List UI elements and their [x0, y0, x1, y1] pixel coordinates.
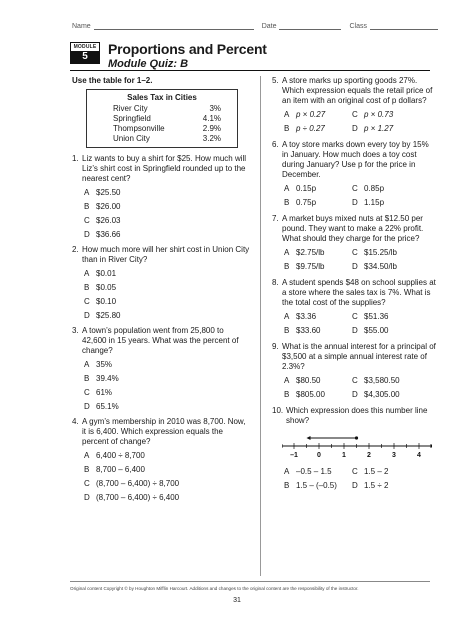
answer-option[interactable] [352, 481, 420, 491]
option-letter: C [84, 216, 90, 225]
answer-option[interactable] [284, 262, 352, 272]
option-text: $25.80 [96, 311, 121, 320]
answer-options [284, 246, 436, 274]
option-text: 1.5 – (–0.5) [296, 481, 337, 490]
table-row [95, 114, 229, 124]
option-text: (8,700 – 6,400) ÷ 6,400 [96, 493, 180, 502]
answer-option[interactable] [84, 463, 250, 477]
title-rule [70, 70, 430, 71]
option-text: $2.75/lb [296, 248, 325, 257]
name-label: Name [72, 23, 91, 30]
footer-rule [70, 581, 430, 582]
module-label: MODULE [73, 44, 97, 50]
tick-label: 3 [392, 452, 396, 459]
city-cell: Union City [113, 134, 150, 143]
option-letter: D [84, 230, 90, 239]
answer-option[interactable] [84, 372, 250, 386]
question-4 [72, 417, 250, 447]
module-number: 5 [71, 51, 99, 63]
tick-label: 1 [342, 452, 346, 459]
answer-options [284, 374, 436, 402]
name-blank[interactable] [94, 22, 254, 30]
option-letter: B [84, 283, 90, 292]
option-text: p ÷ 0.27 [296, 124, 325, 133]
sales-tax-table [86, 89, 238, 148]
question-text: How much more will her shirt cost in Union City than in River City? [82, 245, 250, 264]
question-8 [272, 278, 436, 308]
question-text: A student spends $48 on school supplies at a store where the sales tax is 7%. What is the total cost of the supplies? [282, 278, 436, 307]
answer-option[interactable] [352, 467, 420, 477]
option-text: 0.15p [296, 184, 317, 193]
right-column [272, 76, 436, 497]
option-letter: C [84, 297, 90, 306]
question-number: 4. [72, 417, 79, 426]
answer-option[interactable] [84, 491, 250, 505]
question-number: 8. [272, 278, 279, 287]
answer-option[interactable] [84, 358, 250, 372]
answer-option[interactable] [352, 124, 420, 134]
answer-option[interactable] [284, 198, 352, 208]
answer-option[interactable] [284, 467, 352, 477]
option-text: $34.50/lb [364, 262, 397, 271]
option-letter: C [352, 248, 358, 257]
table-row [95, 134, 229, 144]
option-text: $805.00 [296, 390, 325, 399]
option-letter: D [352, 481, 358, 490]
answer-option[interactable] [352, 326, 420, 336]
option-text: $51.36 [364, 312, 389, 321]
axis-right-arrowhead [431, 444, 433, 448]
answer-options [284, 182, 436, 210]
option-letter: A [284, 467, 290, 476]
option-letter: C [352, 110, 358, 119]
option-letter: B [84, 374, 90, 383]
answer-option[interactable] [352, 376, 420, 386]
answer-option[interactable] [84, 228, 250, 242]
answer-option[interactable] [84, 281, 250, 295]
tick-label: 4 [417, 452, 421, 459]
question-text: Which expression does this number line show? [286, 406, 428, 425]
option-text: p × 0.27 [296, 110, 326, 119]
question-1 [72, 154, 250, 184]
tick-label: 0 [317, 452, 321, 459]
question-number: 5. [272, 76, 279, 85]
question-10 [272, 406, 436, 426]
jump-arrowhead [307, 436, 311, 440]
option-text: $15.25/lb [364, 248, 397, 257]
option-letter: A [284, 312, 290, 321]
tick-label: –1 [290, 452, 298, 459]
question-text: What is the annual interest for a principal of $3,500 at a simple annual interest rate of 2.3%? [282, 342, 436, 371]
option-letter: C [84, 479, 90, 488]
option-text: $26.03 [96, 216, 121, 225]
date-label: Date [261, 23, 277, 30]
option-text: 39.4% [96, 374, 119, 383]
question-number: 7. [272, 214, 279, 223]
option-letter: C [352, 312, 358, 321]
option-text: 1.5 – 2 [364, 467, 389, 476]
column-divider [260, 76, 261, 576]
option-text: 61% [96, 388, 113, 397]
page-subtitle: Module Quiz: B [108, 58, 189, 70]
option-text: 8,700 – 6,400 [96, 465, 145, 474]
option-text: $26.00 [96, 202, 121, 211]
city-cell: Springfield [113, 114, 151, 123]
option-letter: D [352, 198, 358, 207]
question-text: A toy store marks down every toy by 15% in January. How much does a toy cost during January? Use p for the price in December. [282, 140, 429, 179]
question-3 [72, 326, 250, 356]
option-text: 35% [96, 360, 113, 369]
question-text: A town’s population went from 25,800 to 42,600 in 15 years. What was the percent of change? [82, 326, 239, 355]
date-blank[interactable] [279, 22, 341, 30]
option-letter: A [284, 248, 290, 257]
tick-label: 2 [367, 452, 371, 459]
left-column [72, 76, 250, 508]
option-text: p × 0.73 [364, 110, 394, 119]
option-letter: D [84, 311, 90, 320]
answer-options [84, 358, 250, 414]
option-letter: B [84, 465, 90, 474]
option-text: 0.75p [296, 198, 317, 207]
option-letter: C [84, 388, 90, 397]
city-cell: Thompsonville [113, 124, 165, 133]
question-number: 1. [72, 154, 79, 163]
option-letter: C [352, 467, 358, 476]
option-letter: A [84, 269, 90, 278]
option-letter: D [352, 124, 358, 133]
answer-option[interactable] [84, 200, 250, 214]
answer-option[interactable] [84, 214, 250, 228]
option-text: $25.50 [96, 188, 121, 197]
option-letter: A [284, 184, 290, 193]
option-letter: D [84, 402, 90, 411]
table-row [95, 124, 229, 134]
option-letter: B [284, 124, 290, 133]
question-text: Liz wants to buy a shirt for $25. How much will Liz’s shirt cost in Springfield rounded up to the nearest cent? [82, 154, 247, 183]
answer-option[interactable] [352, 248, 420, 258]
answer-option[interactable] [84, 449, 250, 463]
answer-option[interactable] [84, 477, 250, 491]
answer-option[interactable] [284, 481, 352, 491]
answer-option[interactable] [84, 295, 250, 309]
option-text: $9.75/lb [296, 262, 325, 271]
answer-option[interactable] [84, 267, 250, 281]
option-text: $36.66 [96, 230, 121, 239]
jump-start-dot [355, 436, 358, 439]
answer-option[interactable] [284, 312, 352, 322]
answer-option[interactable] [284, 326, 352, 336]
copyright-notice: Original content Copyright © by Houghton Mifflin Harcourt. Additions and changes to the original content are the responsibility of the instructor. [70, 586, 359, 591]
option-letter: C [352, 376, 358, 385]
option-text: –0.5 – 1.5 [296, 467, 332, 476]
question-7 [272, 214, 436, 244]
question-5 [272, 76, 436, 106]
rate-cell: 3.2% [202, 134, 221, 143]
question-text: A market buys mixed nuts at $12.50 per pound. They want to make a 22% profit. What should they charge for the price? [282, 214, 424, 243]
answer-option[interactable] [352, 184, 420, 194]
option-letter: B [84, 202, 90, 211]
option-text: $0.05 [96, 283, 117, 292]
rate-cell: 2.9% [202, 124, 221, 133]
rate-cell: 3% [209, 104, 221, 113]
rate-cell: 4.1% [202, 114, 221, 123]
class-label: Class [349, 23, 367, 30]
option-text: (8,700 – 6,400) ÷ 8,700 [96, 479, 180, 488]
answer-options [284, 465, 436, 493]
option-letter: A [284, 376, 290, 385]
question-number: 2. [72, 245, 79, 254]
question-number: 10. [272, 406, 284, 415]
number-line-figure [282, 432, 432, 460]
option-text: $3,580.50 [364, 376, 400, 385]
answer-options [284, 310, 436, 338]
answer-option[interactable] [84, 186, 250, 200]
question-number: 6. [272, 140, 279, 149]
answer-option[interactable] [284, 376, 352, 386]
option-letter: A [284, 110, 290, 119]
answer-option[interactable] [352, 262, 420, 272]
answer-options [84, 449, 250, 505]
answer-option[interactable] [84, 309, 250, 323]
answer-options [84, 186, 250, 242]
option-letter: B [284, 390, 290, 399]
question-text: A store marks up sporting goods 27%. Which expression equals the retail price of an item with an original cost of p dollars? [282, 76, 433, 105]
answer-option[interactable] [284, 184, 352, 194]
option-letter: A [84, 451, 90, 460]
answer-options [284, 108, 436, 136]
answer-options [84, 267, 250, 323]
answer-option[interactable] [84, 400, 250, 414]
option-letter: B [284, 262, 290, 271]
answer-option[interactable] [284, 124, 352, 134]
table-row [95, 104, 229, 114]
option-text: 65.1% [96, 402, 119, 411]
option-letter: D [352, 262, 358, 271]
class-blank[interactable] [370, 22, 438, 30]
question-6 [272, 140, 436, 180]
answer-option[interactable] [352, 198, 420, 208]
option-text: 0.85p [364, 184, 385, 193]
page-title: Proportions and Percent [108, 41, 267, 57]
question-number: 3. [72, 326, 79, 335]
answer-option[interactable] [84, 386, 250, 400]
option-text: 1.15p [364, 198, 385, 207]
option-letter: B [284, 481, 290, 490]
answer-option[interactable] [352, 312, 420, 322]
axis-left-arrowhead [282, 444, 283, 448]
option-text: 1.5 ÷ 2 [364, 481, 389, 490]
option-text: $3.36 [296, 312, 317, 321]
table-title: Sales Tax in Cities [127, 93, 197, 102]
option-letter: D [352, 326, 358, 335]
question-text: A gym’s membership in 2010 was 8,700. Now, it is 6,400. Which expression equals the percent of change? [82, 417, 246, 446]
question-2 [72, 245, 250, 265]
option-text: 6,400 ÷ 8,700 [96, 451, 145, 460]
student-info-line [72, 22, 438, 30]
option-letter: A [84, 188, 90, 197]
option-letter: C [352, 184, 358, 193]
question-number: 9. [272, 342, 279, 351]
option-text: $0.01 [96, 269, 117, 278]
option-text: $55.00 [364, 326, 389, 335]
module-badge [70, 42, 100, 64]
answer-option[interactable] [352, 390, 420, 400]
option-text: $33.60 [296, 326, 321, 335]
page-number: 31 [233, 597, 241, 604]
option-text: $0.10 [96, 297, 117, 306]
option-letter: D [352, 390, 358, 399]
city-cell: River City [113, 104, 148, 113]
option-text: $4,305.00 [364, 390, 400, 399]
option-text: p × 1.27 [364, 124, 394, 133]
option-letter: B [284, 198, 290, 207]
answer-option[interactable] [284, 248, 352, 258]
option-text: $80.50 [296, 376, 321, 385]
answer-option[interactable] [284, 390, 352, 400]
question-9 [272, 342, 436, 372]
answer-option[interactable] [284, 110, 352, 120]
answer-option[interactable] [352, 110, 420, 120]
table-instruction: Use the table for 1–2. [72, 76, 153, 85]
option-letter: B [284, 326, 290, 335]
option-letter: A [84, 360, 90, 369]
option-letter: D [84, 493, 90, 502]
